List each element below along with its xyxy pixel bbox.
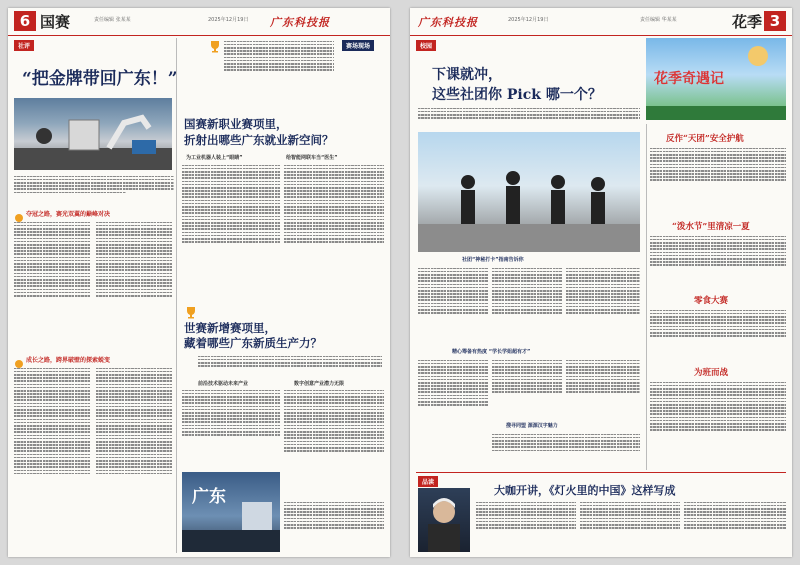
editorial-body-3	[96, 220, 172, 350]
newspaper-page-left	[8, 8, 390, 557]
editorial-body-2	[14, 220, 90, 350]
side-body-2	[650, 234, 786, 290]
campus-tag: 校园	[416, 40, 436, 51]
side-body-1	[650, 146, 786, 206]
onsite-tag: 赛场现场	[342, 40, 374, 51]
column-heading-2: 给智能网联车当“医生”	[286, 155, 338, 161]
bottom-section-rule	[416, 472, 786, 473]
banner-photo	[646, 38, 786, 120]
body-col-1	[418, 266, 488, 346]
subhead-2: 成长之路，跨界破壁的探索蜕变	[26, 357, 111, 364]
speaker-photo	[418, 488, 470, 552]
side-headline-4: 为班而战	[694, 368, 729, 378]
body-col-4	[418, 358, 488, 440]
column-divider-right	[646, 124, 647, 470]
booth-sign-text: 广东	[192, 487, 226, 507]
body-col-5	[492, 358, 562, 418]
newspaper-page-right	[410, 8, 792, 557]
page-header-right	[410, 8, 792, 36]
editorial-title: “把金牌带回广东！”	[22, 69, 178, 89]
bottom-body-3	[684, 500, 786, 552]
editor-credit: 责任编辑 张某某	[94, 17, 131, 23]
subheading-2: 精心筹备有热度 “学长学姐超有才”	[452, 349, 531, 355]
bottom-body-2	[580, 500, 680, 552]
robot-arm-photo	[14, 98, 172, 170]
banner-text: 花季奇遇记	[654, 71, 724, 87]
banner-illustration	[646, 38, 786, 120]
trophy-icon	[208, 38, 222, 52]
editorial-body-1	[14, 174, 174, 204]
feature2-body-col-3	[284, 500, 384, 552]
side-headline-2: “泼水节”里清凉一夏	[672, 222, 750, 232]
feature-body-col-1	[182, 163, 280, 299]
body-col-3	[566, 266, 640, 346]
subhead-1: 夺冠之路，赛光双翼的巅峰对决	[26, 211, 111, 218]
masthead-brand-right: 广东科技报	[418, 16, 478, 29]
intro-body	[224, 39, 334, 97]
feature2-intro	[198, 354, 382, 376]
intro-text	[418, 106, 640, 128]
bottom-body-1	[476, 500, 576, 552]
robot-arm-illustration	[14, 98, 172, 170]
side-headline-1: 反作“天团”安全护航	[666, 134, 744, 144]
main-headline-line-2: 这些社团你 Pick 哪一个？	[432, 87, 602, 103]
students-photo	[418, 132, 640, 252]
page-number: 6	[14, 11, 36, 31]
issue-date-right: 2025年12月19日	[508, 17, 549, 23]
bottom-headline: 大咖开讲，《灯火里的中国》这样写成	[494, 484, 676, 497]
column-divider	[176, 38, 177, 553]
feature2-headline-line-1: 世赛新增赛项里，	[184, 321, 276, 335]
body-col-2	[492, 266, 562, 346]
feature-body-col-2	[284, 163, 384, 299]
column-heading-4: 数字创意产业潜力无限	[294, 381, 345, 387]
masthead-brand: 广东科技报	[270, 16, 330, 29]
side-headline-3: 零食大赛	[694, 296, 729, 306]
booth-illustration	[182, 472, 280, 552]
sparkle-icon-2	[14, 354, 24, 364]
side-body-4	[650, 380, 786, 466]
feature-headline-line-1: 国赛新职业赛项里，	[184, 117, 288, 131]
feature-headline-line-2: 折射出哪些广东就业新空间？	[184, 133, 334, 147]
section-title: 国赛	[40, 13, 71, 31]
page-number-right: 3	[764, 11, 786, 31]
editor-credit-right: 责任编辑 华某某	[640, 17, 677, 23]
body-col-7	[492, 432, 640, 466]
subheading-3: 搜寻同盟 源源汉字魅力	[506, 423, 558, 429]
trophy-icon-2	[184, 304, 198, 318]
speaker-illustration	[418, 488, 470, 552]
section-title-right: 花季	[732, 13, 763, 31]
reading-tag: 品读	[418, 476, 438, 487]
main-headline-line-1: 下课就冲，	[432, 67, 502, 83]
booth-photo	[182, 472, 280, 552]
side-body-3	[650, 308, 786, 360]
column-heading-1: 为工业机器人装上“眼睛”	[186, 155, 243, 161]
sparkle-icon	[14, 208, 24, 218]
column-heading-3: 前沿技术驱动未来产业	[198, 381, 249, 387]
feature2-body-col-2	[284, 388, 384, 496]
page-header	[8, 8, 390, 36]
body-col-6	[566, 358, 640, 418]
feature2-body-col-1	[182, 388, 280, 468]
editorial-tag: 社评	[14, 40, 34, 51]
editorial-body-5	[96, 366, 172, 552]
students-illustration	[418, 132, 640, 252]
subheading-1: 社团“神秘打卡”指南告诉你	[462, 257, 524, 263]
editorial-body-4	[14, 366, 90, 552]
issue-date: 2025年12月19日	[208, 17, 249, 23]
feature2-headline-line-2: 藏着哪些广东新质生产力？	[184, 336, 322, 350]
